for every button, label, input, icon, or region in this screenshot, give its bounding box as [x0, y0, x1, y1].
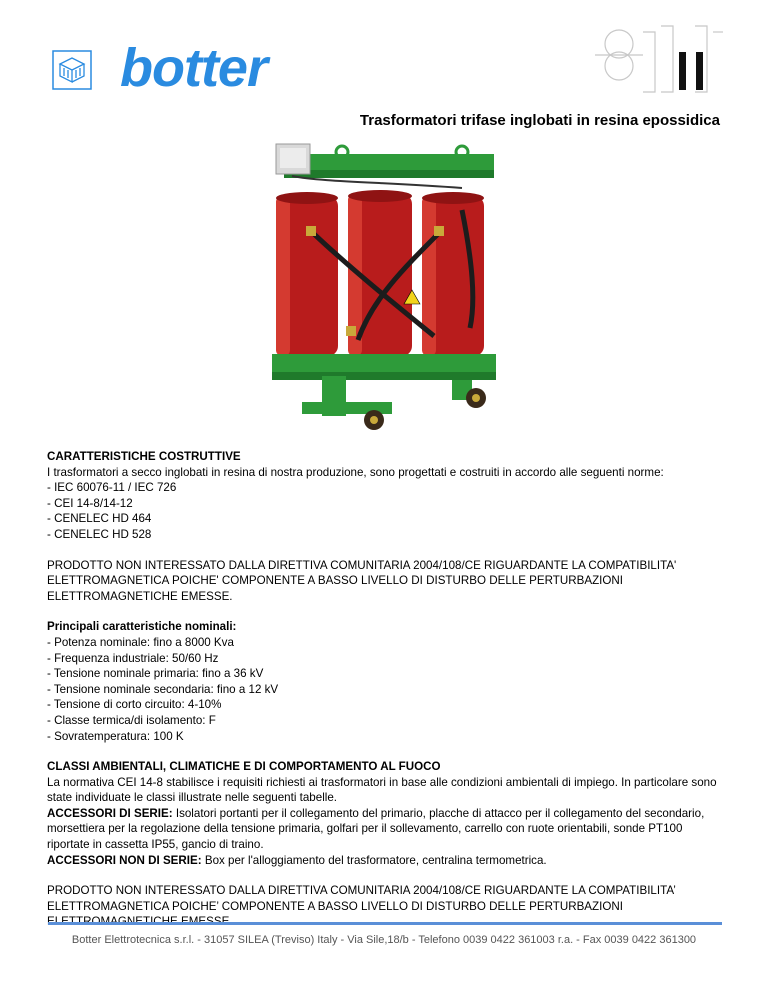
- norm-item: - CEI 14-8/14-12: [47, 496, 133, 510]
- brand-logo: botter: [120, 38, 267, 98]
- ratings-section: [47, 619, 727, 744]
- norm-item: - CENELEC HD 528: [47, 527, 152, 541]
- section-heading: CLASSI AMBIENTALI, CLIMATICHE E DI COMPORTAMENTO AL FUOCO: [47, 760, 441, 774]
- document-body: [47, 449, 727, 945]
- accessories-standard: [47, 806, 727, 822]
- norm-item: - CENELEC HD 464: [47, 512, 152, 526]
- rating-item: - Frequenza industriale: 50/60 Hz: [47, 651, 219, 665]
- transformer-symbol-icon: [595, 22, 725, 94]
- nonstandard-label: ACCESSORI NON DI SERIE:: [47, 853, 202, 867]
- section-construction: [47, 449, 727, 543]
- rating-item: - Tensione di corto circuito: 4-10%: [47, 698, 222, 712]
- footer-divider: [48, 922, 722, 925]
- accessories-optional: [47, 853, 727, 869]
- nonstandard-text: Box per l'alloggiamento del trasformatore, centralina termometrica.: [201, 853, 547, 867]
- body-line: state individuate le classi illustrate nelle seguenti tabelle.: [47, 791, 338, 805]
- rating-item: - Sovratemperatura: 100 K: [47, 729, 184, 743]
- notice-line: PRODOTTO NON INTERESSATO DALLA DIRETTIVA COMUNITARIA 2004/108/CE RIGUARDANTE LA COMPATIBILITA’: [47, 884, 676, 898]
- section-heading: CARATTERISTICHE COSTRUTTIVE: [47, 450, 241, 463]
- rating-item: - Classe termica/di isolamento: F: [47, 713, 216, 727]
- notice-line: ELETTROMAGNETICA POICHE' COMPONENTE A BASSO LIVELLO DI DISTURBO DELLE PERTURBAZIONI: [47, 574, 624, 588]
- accessories-text: Isolatori portanti per il collegamento del primario, placche di attacco per il collegamento del secondario,: [172, 806, 705, 820]
- cast-resin-transformer-illustration: [262, 140, 502, 440]
- rating-item: - Potenza nominale: fino a 8000 Kva: [47, 635, 234, 649]
- rating-item: - Tensione nominale secondaria: fino a 12 kV: [47, 682, 279, 696]
- botter-emblem-icon: [52, 50, 92, 90]
- intro-text: I trasformatori a secco inglobati in resina di nostra produzione, sono progettati e costruiti in accordo alle seguenti norme:: [47, 465, 664, 479]
- body-line: La normativa CEI 14-8 stabilisce i requisiti richiesti ai trasformatori in base alle condizioni ambientali di impiego. In particolare sono: [47, 775, 717, 789]
- section-environmental: [47, 759, 727, 868]
- rating-item: - Tensione nominale primaria: fino a 36 kV: [47, 667, 264, 681]
- ratings-heading: Principali caratteristiche nominali:: [47, 620, 237, 634]
- emc-notice: [47, 558, 727, 605]
- notice-line: ELETTROMAGNETICHE EMESSE.: [47, 589, 233, 603]
- document-title: Trasformatori trifase inglobati in resina epossidica: [359, 112, 720, 129]
- notice-line: PRODOTTO NON INTERESSATO DALLA DIRETTIVA COMUNITARIA 2004/108/CE RIGUARDANTE LA COMPATIBILITA': [47, 558, 677, 572]
- footer-contact: Botter Elettrotecnica s.r.l. - 31057 SILEA (Treviso) Italy - Via Sile,18/b - Telefono 0039 0422 361003 r.a. - Fax 0039 0422 361300: [71, 934, 697, 946]
- notice-line: ELETTROMAGNETICA POICHE’ COMPONENTE A BASSO LIVELLO DI DISTURBO DELLE PERTURBAZIONI: [47, 899, 623, 913]
- accessories-label: ACCESSORI DI SERIE:: [47, 806, 173, 820]
- body-line: riportate in cassetta IP55, gancio di traino.: [47, 838, 264, 852]
- body-line: morsettiera per la regolazione della tensione primaria, golfari per il sollevamento, carrello con ruote orientabili, sonde PT100: [47, 822, 683, 836]
- norm-item: - IEC 60076-11 / IEC 726: [47, 481, 177, 495]
